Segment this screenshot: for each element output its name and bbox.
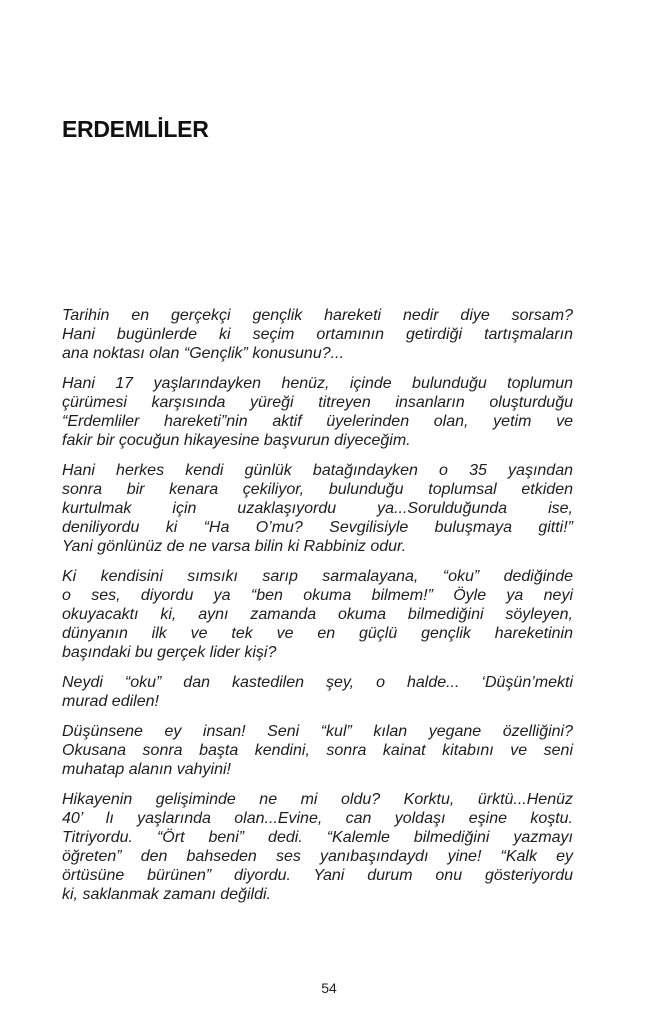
text-line: okuyacaktı ki, aynı zamanda okuma bilmediğini söyleyen, [62, 606, 573, 623]
paragraph [62, 306, 573, 363]
paragraph [62, 567, 573, 662]
text-line: Hani 17 yaşlarındayken henüz, içinde bulunduğu toplumun [62, 375, 573, 392]
text-line: dünyanın ilk ve tek ve en güçlü gençlik hareketinin [62, 625, 573, 642]
paragraph [62, 374, 573, 450]
text-line: sonra bir kenara çekiliyor, bulunduğu toplumsal etkiden [62, 481, 573, 498]
text-line: Hani bugünlerde ki seçim ortamının getirdiği tartışmaların [62, 326, 573, 343]
paragraph [62, 790, 573, 904]
text-line: Titriyordu. “Ört beni” dedi. “Kalemle bilmediğini yazmayı [62, 829, 573, 846]
paragraph [62, 673, 573, 711]
text-line: deniliyordu ki “Ha O’mu? Sevgilisiyle buluşmaya gitti!” [62, 519, 573, 536]
text-line: ana noktası olan “Gençlik” konusunu?... [62, 345, 344, 362]
text-line: 40’ lı yaşlarında olan...Evine, can yoldaşı eşine koştu. [62, 810, 573, 827]
chapter-title: ERDEMLİLER [62, 116, 209, 142]
text-line: öğreten” den bahseden ses yanıbaşındaydı yine! “Kalk ey [62, 848, 573, 865]
text-line: Hani herkes kendi günlük batağındayken o 35 yaşından [62, 462, 573, 479]
text-line: Ki kendisini sımsıkı sarıp sarmalayana, “oku” dediğinde [62, 568, 573, 585]
text-line: Okusana sonra başta kendini, sonra kainat kitabını ve seni [62, 742, 573, 759]
paragraph [62, 461, 573, 556]
text-line: kurtulmak için uzaklaşıyordu ya...Sorulduğunda ise, [62, 500, 573, 517]
text-line: “Erdemliler hareketi”nin aktif üyelerinden olan, yetim ve [62, 413, 573, 430]
text-line: başındaki bu gerçek lider kişi? [62, 644, 277, 661]
text-line: o ses, diyordu ya “ben okuma bilmem!” Öyle ya neyi [62, 587, 573, 604]
text-line: Düşünsene ey insan! Seni “kul” kılan yegane özelliğini? [62, 723, 573, 740]
paragraph [62, 722, 573, 779]
text-line: muhatap alanın vahyini! [62, 761, 231, 778]
page-number: 54 [321, 980, 337, 996]
text-line: çürümesi karşısında yüreği titreyen insanların oluşturduğu [62, 394, 573, 411]
text-line: murad edilen! [62, 693, 159, 710]
text-line: örtüsüne bürünen” diyordu. Yani durum onu gösteriyordu [62, 867, 573, 884]
text-line: fakir bir çocuğun hikayesine başvurun diyeceğim. [62, 432, 411, 449]
text-line: Hikayenin gelişiminde ne mi oldu? Korktu, ürktü...Henüz [62, 791, 573, 808]
text-line: Yani gönlünüz de ne varsa bilin ki Rabbiniz odur. [62, 538, 407, 555]
text-line: Tarihin en gerçekçi gençlik hareketi nedir diye sorsam? [62, 307, 573, 324]
text-line: Neydi “oku” dan kastedilen şey, o halde... ‘Düşün’mekti [62, 674, 573, 691]
body-text [62, 306, 573, 915]
text-line: ki, saklanmak zamanı değildi. [62, 886, 271, 903]
